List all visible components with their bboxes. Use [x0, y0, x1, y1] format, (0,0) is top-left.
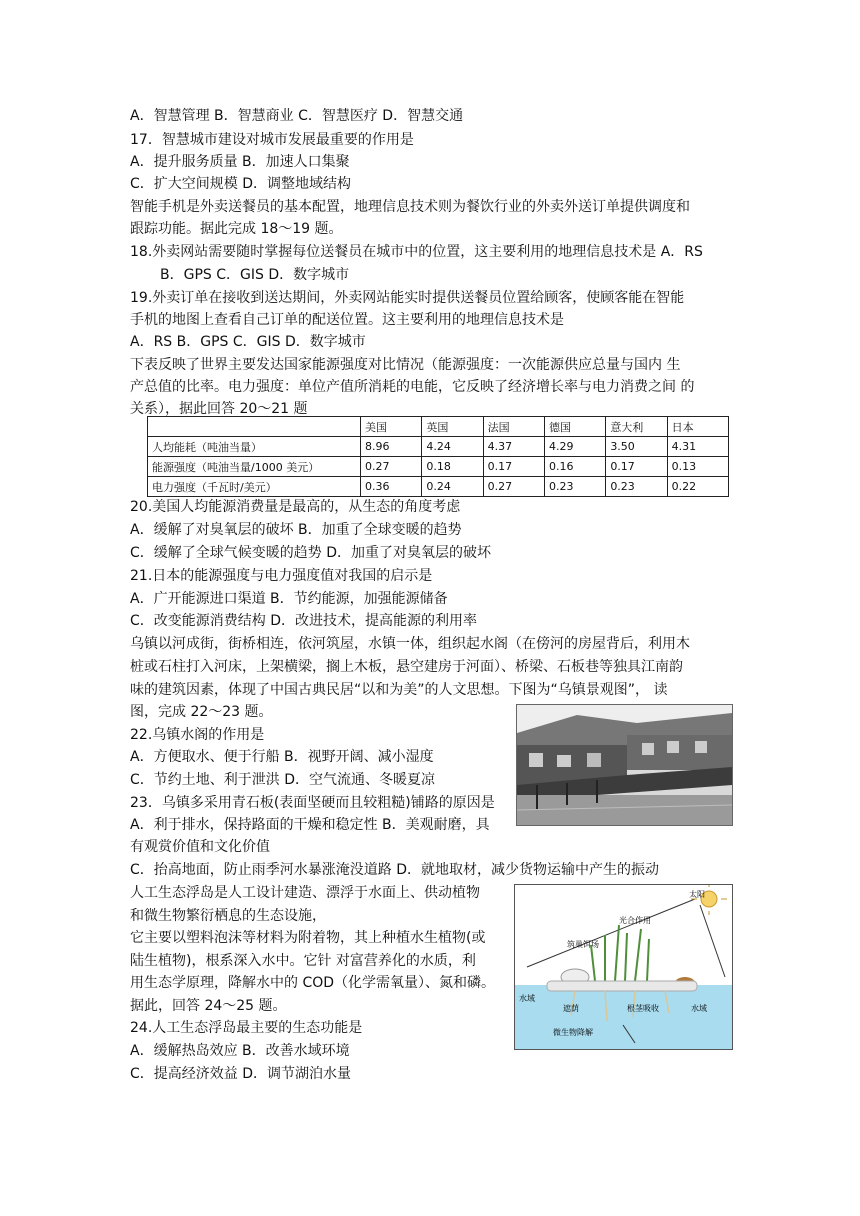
q24-options-ab: A．缓解热岛效应 B．改善水域环境 — [130, 1043, 350, 1059]
q23-option-b-cont: 有观赏价值和文化价值 — [130, 839, 270, 855]
q23-stem: 23．乌镇多采用青石板(表面坚硬而且较粗糙)铺路的原因是 — [130, 795, 495, 811]
intro-22-23-line4: 图，完成 22～23 题。 — [130, 704, 273, 720]
q19-options: A．RS B．GPS C．GIS D．数字城市 — [130, 334, 366, 350]
intro-22-23-line1: 乌镇以河成街，街桥相连，依河筑屋，水镇一体，组织起水阁（在傍河的房屋背后，利用木 — [130, 636, 690, 652]
microbe-label: 微生物降解 — [553, 1028, 593, 1037]
q21-stem: 21.日本的能源强度与电力强度值对我国的启示是 — [130, 568, 433, 584]
table-cell: 0.27 — [361, 457, 422, 477]
q24-options-cd: C．提高经济效益 D．调节湖泊水量 — [130, 1066, 352, 1082]
table-cell — [148, 417, 361, 437]
table-cell: 0.24 — [422, 477, 483, 497]
table-header-row — [148, 417, 729, 437]
table-cell: 0.36 — [361, 477, 422, 497]
intro-24-25-line4: 陆生植物)，根系深入水中。它针 对富营养化的水质，利 — [130, 953, 476, 969]
wuzhen-photo-image — [517, 705, 732, 825]
table-cell: 电力强度（千瓦时/美元） — [148, 477, 361, 497]
table-cell: 能源强度（吨油当量/1000 美元） — [148, 457, 361, 477]
q18-options: B．GPS C．GIS D．数字城市 — [160, 267, 350, 283]
table-cell: 0.13 — [667, 457, 728, 477]
table-cell: 4.37 — [483, 437, 544, 457]
q21-options-cd: C．改变能源消费结构 D．改进技术，提高能源的利用率 — [130, 613, 478, 629]
table-row — [148, 437, 729, 457]
floating-island-svg — [515, 885, 732, 1049]
table-cell: 3.50 — [606, 437, 667, 457]
q23-option-a: A．利于排水，保持路面的干燥和稳定性 B．美观耐磨，具 — [130, 817, 490, 833]
energy-table — [147, 416, 729, 497]
water-left-label: 水域 — [519, 994, 535, 1003]
intro-24-25-line2: 和微生物繁衍栖息的生态设施， — [130, 908, 326, 924]
intro-18-19-line2: 跟踪功能。据此完成 18～19 题。 — [130, 221, 343, 237]
table-cell: 8.96 — [361, 437, 422, 457]
intro-20-21-line1: 下表反映了世界主要发达国家能源强度对比情况（能源强度：一次能源供应总量与国内 生 — [130, 357, 681, 373]
q22-stem: 22.乌镇水阁的作用是 — [130, 727, 265, 743]
table-cell: 0.17 — [606, 457, 667, 477]
q21-options-ab: A．广开能源进口渠道 B．节约能源，加强能源储备 — [130, 591, 448, 607]
intro-20-21-line2: 产总值的比率。电力强度：单位产值所消耗的电能，它反映了经济增长率与电力消费之间 的 — [130, 379, 695, 395]
table-cell: 法国 — [483, 417, 544, 437]
q22-options-ab: A．方便取水、便于行船 B．视野开阔、减小湿度 — [130, 749, 434, 765]
table-cell: 4.31 — [667, 437, 728, 457]
table-cell: 德国 — [544, 417, 605, 437]
intro-24-25-line5: 用生态学原理，降解水中的 COD（化学需氧量）、氮和磷。 — [130, 975, 496, 991]
table-cell: 英国 — [422, 417, 483, 437]
table-cell: 4.29 — [544, 437, 605, 457]
intro-22-23-line2: 桩或石柱打入河床，上架横梁，搁上木板，悬空建房于河面）、桥梁、石板巷等独具江南韵 — [130, 659, 683, 675]
q22-options-cd: C．节约土地、利于泄洪 D．空气流通、冬暖夏凉 — [130, 772, 436, 788]
floating-island-diagram — [514, 884, 733, 1050]
table-cell: 0.22 — [667, 477, 728, 497]
q19-stem-line1: 19.外卖订单在接收到送达期间，外卖网站能实时提供送餐员位置给顾客，使顾客能在智能 — [130, 290, 685, 306]
q18-stem: 18.外卖网站需要随时掌握每位送餐员在城市中的位置，这主要利用的地理信息技术是 A．RS — [130, 244, 703, 260]
nest-label: 筑巢饵场 — [567, 940, 599, 949]
root-label: 根茎吸收 — [627, 1004, 659, 1013]
sun-label: 太阳 — [689, 890, 705, 899]
table-cell: 4.24 — [422, 437, 483, 457]
q17-options-ab: A．提升服务质量 B．加速人口集聚 — [130, 154, 350, 170]
intro-20-21-line3: 关系），据此回答 20～21 题 — [130, 401, 308, 417]
q24-stem: 24.人工生态浮岛最主要的生态功能是 — [130, 1020, 363, 1036]
table-cell: 0.23 — [544, 477, 605, 497]
q20-stem: 20.美国人均能源消费量是最高的，从生态的角度考虑 — [130, 499, 461, 515]
table-row — [148, 477, 729, 497]
shade-label: 遮荫 — [563, 1004, 579, 1013]
intro-24-25-line3: 它主要以塑料泡沫等材料为附着物，其上种植水生植物(或 — [130, 930, 486, 946]
photosynthesis-label: 光合作用 — [619, 916, 651, 925]
intro-24-25-line1: 人工生态浮岛是人工设计建造、漂浮于水面上、供动植物 — [130, 885, 480, 901]
wuzhen-photo — [516, 704, 733, 826]
table-cell: 0.23 — [606, 477, 667, 497]
intro-18-19-line1: 智能手机是外卖送餐员的基本配置，地理信息技术则为餐饮行业的外卖外送订单提供调度和 — [130, 199, 690, 215]
table-cell: 0.27 — [483, 477, 544, 497]
q16-options: A．智慧管理 B．智慧商业 C．智慧医疗 D．智慧交通 — [130, 108, 464, 124]
table-cell: 日本 — [667, 417, 728, 437]
q20-options-ab: A．缓解了对臭氧层的破坏 B．加重了全球变暖的趋势 — [130, 522, 462, 538]
table-row — [148, 457, 729, 477]
q19-stem-line2: 手机的地图上查看自己订单的配送位置。这主要利用的地理信息技术是 — [130, 312, 564, 328]
table-cell: 意大利 — [606, 417, 667, 437]
table-cell: 0.18 — [422, 457, 483, 477]
intro-22-23-line3: 味的建筑因素，体现了中国古典民居“以和为美”的人文思想。下图为“乌镇景观图”， 读 — [130, 682, 668, 698]
table-cell: 美国 — [361, 417, 422, 437]
table-cell: 人均能耗（吨油当量） — [148, 437, 361, 457]
table-cell: 0.17 — [483, 457, 544, 477]
q17-options-cd: C．扩大空间规模 D．调整地域结构 — [130, 176, 352, 192]
q23-options-cd: C．抬高地面，防止雨季河水暴涨淹没道路 D．就地取材，减少货物运输中产生的振动 — [130, 862, 660, 878]
q17-stem: 17．智慧城市建设对城市发展最重要的作用是 — [130, 132, 414, 148]
q20-options-cd: C．缓解了全球气候变暖的趋势 D．加重了对臭氧层的破坏 — [130, 545, 492, 561]
water-right-label: 水域 — [691, 1004, 707, 1013]
intro-24-25-line6: 据此，回答 24～25 题。 — [130, 998, 287, 1014]
table-cell: 0.16 — [544, 457, 605, 477]
